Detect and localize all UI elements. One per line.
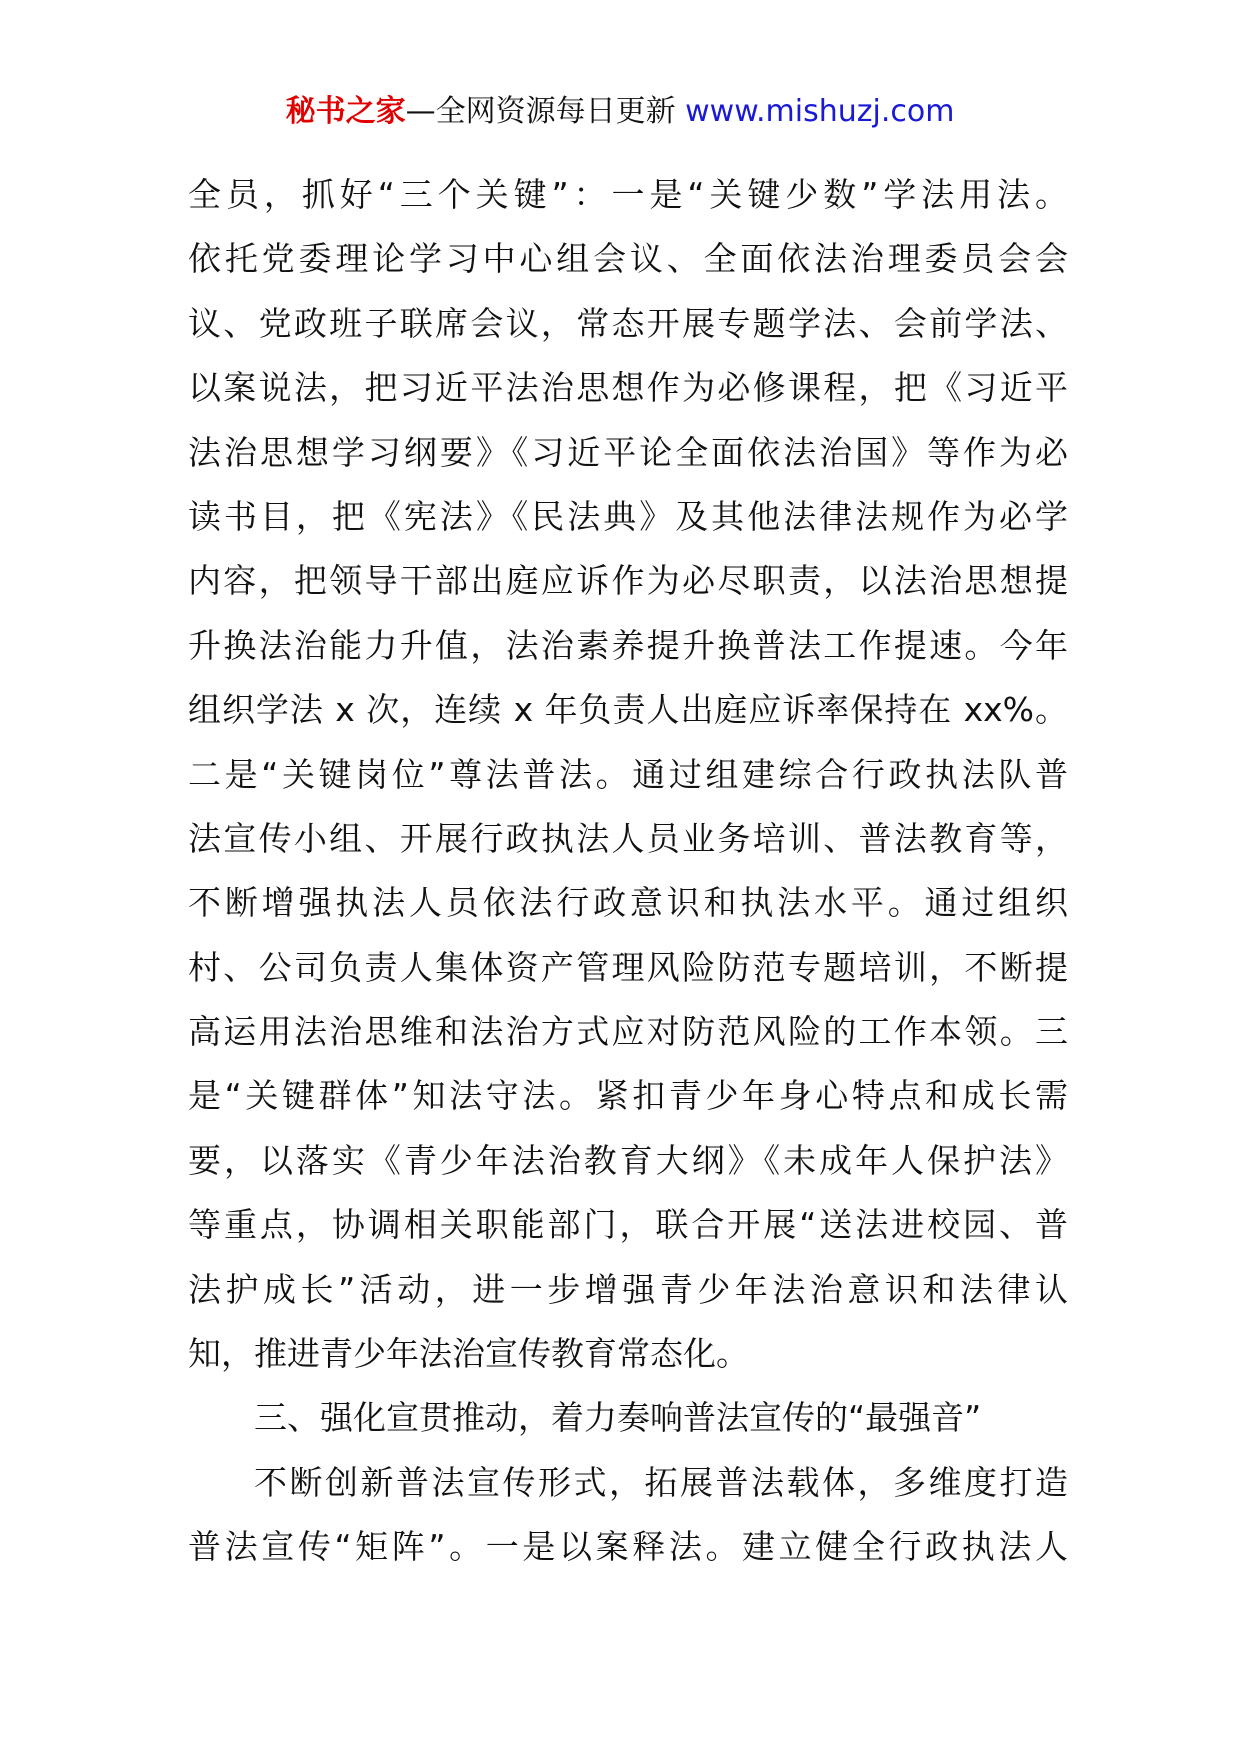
text-line: 法宣传小组、开展行政执法人员业务培训、普法教育等， [188,818,1068,858]
text-line: 知，推进青少年法治宣传教育常态化。 [188,1334,749,1374]
text-line: 不断增强执法人员依法行政意识和执法水平。通过组织 [188,883,1068,923]
document-body [188,163,1068,1580]
text-line: 不断创新普法宣传形式，拓展普法载体，多维度打造 [254,1462,1068,1502]
text-line: 读书目，把《宪法》《民法典》及其他法律法规作为必学 [188,496,1068,536]
site-header [0,92,1240,132]
text-line: 等重点，协调相关职能部门，联合开展“送法进校园、普 [188,1205,1068,1245]
site-brand: 秘书之家 [285,94,406,129]
site-tagline: —全网资源每日更新 [405,94,686,129]
section-heading: 三、强化宣贯推动，着力奏响普法宣传的“最强音” [254,1398,982,1438]
text-line: 法护成长”活动，进一步增强青少年法治意识和法律认 [188,1269,1068,1309]
text-line: 升换法治能力升值，法治素养提升换普法工作提速。今年 [188,625,1068,665]
text-line: 普法宣传“矩阵”。一是以案释法。建立健全行政执法人 [188,1527,1068,1567]
text-line: 组织学法 x 次，连续 x 年负责人出庭应诉率保持在 xx%。 [188,690,1068,730]
text-line: 议、党政班子联席会议，常态开展专题学法、会前学法、 [188,303,1068,343]
text-line: 高运用法治思维和法治方式应对防范风险的工作本领。三 [188,1012,1068,1052]
text-line: 二是“关键岗位”尊法普法。通过组建综合行政执法队普 [188,754,1068,794]
text-line: 法治思想学习纲要》《习近平论全面依法治国》等作为必 [188,432,1068,472]
text-line: 以案说法，把习近平法治思想作为必修课程，把《习近平 [188,368,1068,408]
text-line: 要，以落实《青少年法治教育大纲》《未成年人保护法》 [188,1140,1068,1180]
text-line: 是“关键群体”知法守法。紧扣青少年身心特点和成长需 [188,1076,1068,1116]
text-line: 依托党委理论学习中心组会议、全面依法治理委员会会 [188,239,1068,279]
text-line: 全员，抓好“三个关键”：一是“关键少数”学法用法。 [188,175,1068,214]
site-url-link[interactable]: www.mishuzj.com [685,94,955,129]
text-line: 内容，把领导干部出庭应诉作为必尽职责，以法治思想提 [188,561,1068,601]
text-line: 村、公司负责人集体资产管理风险防范专题培训，不断提 [188,947,1068,987]
